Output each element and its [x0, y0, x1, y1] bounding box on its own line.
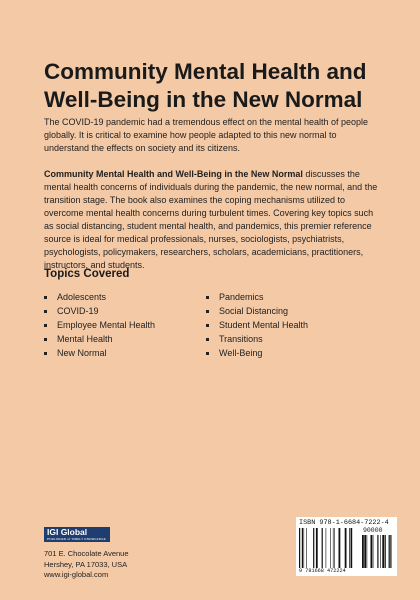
- barcode-bar: [306, 528, 307, 568]
- topic-item: [206, 290, 308, 304]
- bullet-icon: [206, 310, 209, 313]
- barcode-bar: [373, 535, 374, 568]
- barcode-bar: [371, 535, 373, 568]
- topic-label: Pandemics: [219, 292, 264, 302]
- topic-label: Transitions: [219, 334, 263, 344]
- barcode-bar: [339, 528, 341, 568]
- topic-item: [44, 346, 155, 360]
- isbn-text: ISBN 978-1-6684-7222-4: [299, 519, 389, 527]
- topic-label: COVID-19: [57, 306, 99, 316]
- barcode-bar: [322, 528, 323, 568]
- publisher-website: www.igi-global.com: [44, 570, 109, 579]
- barcode-bar: [333, 528, 334, 568]
- ean-digits: 9 781668 472224: [299, 568, 346, 574]
- publisher-address: [44, 549, 129, 581]
- bullet-icon: [206, 296, 209, 299]
- barcode-bar: [364, 535, 366, 568]
- barcode-bar: [326, 528, 327, 568]
- topic-label: New Normal: [57, 348, 107, 358]
- topic-item: [44, 332, 155, 346]
- barcode-bar: [345, 528, 347, 568]
- bullet-icon: [206, 338, 209, 341]
- barcode-bar: [302, 528, 303, 568]
- barcode-bar: [385, 535, 386, 568]
- barcode-bar: [299, 528, 300, 568]
- topic-item: [44, 318, 155, 332]
- isbn-barcode: [296, 517, 397, 576]
- description-text: discusses the mental health concerns of individuals during the pandemic, the new normal, and the transition stage. The book also examines the coping mechanisms utilized to overcome mental health concerns during turbulent times. Covering key topics such as social distancing, student mental health, and pandemics, this premier reference source is ideal for medical professionals, nurses, sociologists, psychiatrists, psychologists, policymakers, researchers, scholars, academicians, practitioners, instructors, and students.: [44, 169, 378, 270]
- intro-paragraph: The COVID-19 pandemic had a tremendous effect on the mental health of people globally. It is critical to examine how people adapted to this new normal to understand the effects on society and its citizens.: [44, 117, 369, 153]
- topic-label: Employee Mental Health: [57, 320, 156, 330]
- barcode-bar: [316, 528, 318, 568]
- topics-list-left: [44, 290, 155, 360]
- topics-list-right: [206, 290, 308, 360]
- topic-item: [44, 304, 155, 318]
- igi-global-logo-icon: [44, 527, 110, 542]
- barcode-bar: [351, 528, 352, 568]
- description-book-title: Community Mental Health and Well-Being in the New Normal: [44, 169, 303, 179]
- bullet-icon: [44, 324, 47, 327]
- bullet-icon: [44, 310, 47, 313]
- barcode-bar: [390, 535, 391, 568]
- barcode-bar: [330, 528, 331, 568]
- book-title: [44, 58, 384, 114]
- barcode-bar: [349, 528, 350, 568]
- topic-label: Well-Being: [219, 348, 263, 358]
- barcode-bar: [377, 535, 378, 568]
- barcode-bar: [304, 528, 305, 568]
- barcode-addon-text: 90000: [363, 527, 383, 534]
- bullet-icon: [206, 352, 209, 355]
- publisher-logo: [44, 527, 110, 542]
- bullet-icon: [44, 352, 47, 355]
- barcode-bar: [382, 535, 384, 568]
- topic-item: [44, 290, 155, 304]
- topic-label: Social Distancing: [219, 306, 289, 316]
- bullet-icon: [44, 338, 47, 341]
- topics-heading: Topics Covered: [44, 268, 130, 280]
- topic-item: [206, 304, 308, 318]
- description-paragraph: [44, 168, 379, 272]
- barcode-bar: [367, 535, 368, 568]
- address-line-2: Hershey, PA 17033, USA: [44, 559, 128, 569]
- barcode-bar: [380, 535, 381, 568]
- address-line-1: 701 E. Chocolate Avenue: [44, 549, 129, 558]
- topic-label: Student Mental Health: [219, 320, 309, 330]
- topic-item: [206, 318, 308, 332]
- barcode-bar: [313, 528, 314, 568]
- topic-label: Adolescents: [57, 292, 107, 302]
- bullet-icon: [44, 296, 47, 299]
- bullet-icon: [206, 324, 209, 327]
- barcode-bars-icon: [299, 528, 357, 568]
- barcode-bar: [389, 535, 390, 568]
- barcode-addon-bars-icon: [362, 535, 394, 568]
- topic-label: Mental Health: [57, 334, 113, 344]
- barcode-bar: [334, 528, 335, 568]
- topic-item: [206, 346, 308, 360]
- logo-text: IGI Global: [47, 527, 88, 537]
- logo-tagline: PUBLISHER of TIMELY KNOWLEDGE: [47, 537, 106, 541]
- title-line-1: Community Mental Health and: [44, 59, 367, 84]
- topic-item: [206, 332, 308, 346]
- barcode-bar: [362, 535, 364, 568]
- title-line-2: Well-Being in the New Normal: [44, 87, 363, 112]
